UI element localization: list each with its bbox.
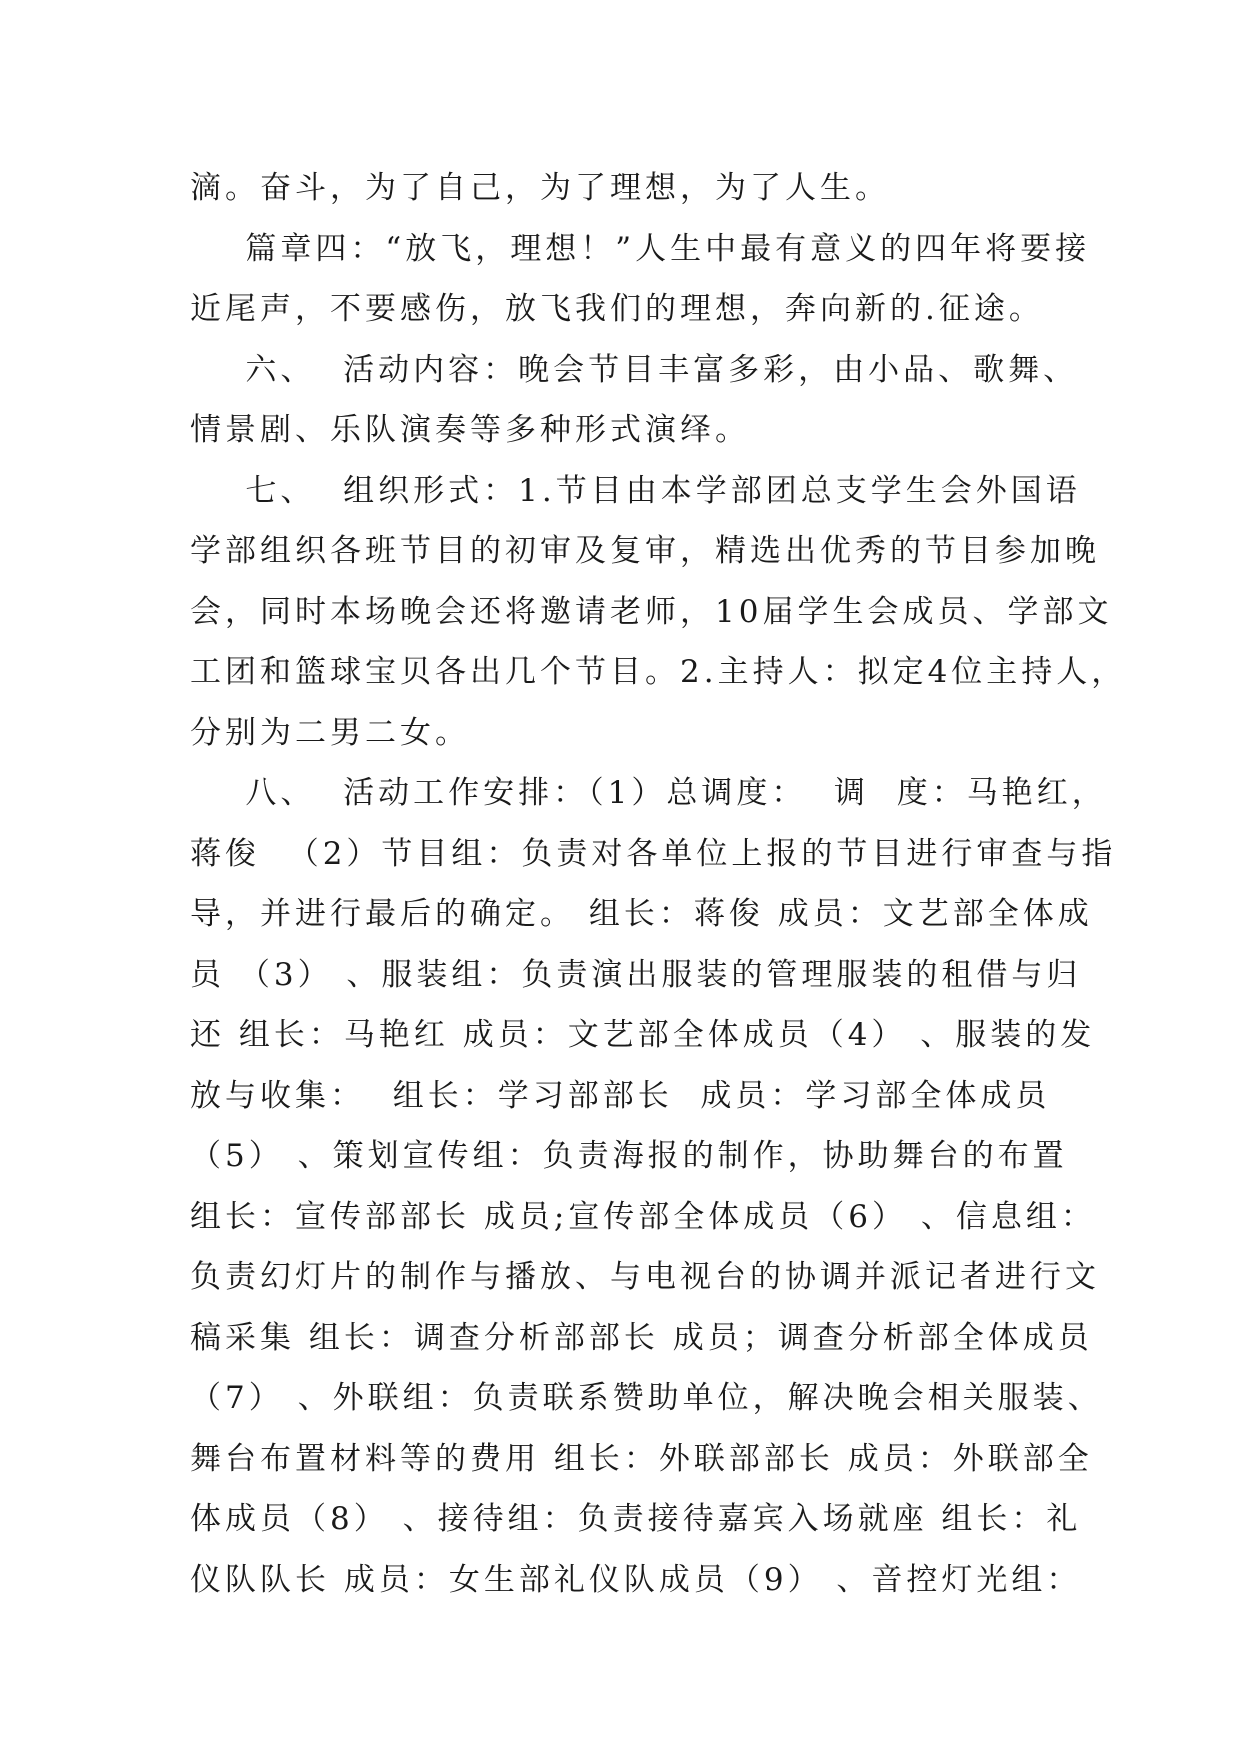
text-line: 分别为二男二女。 <box>190 714 470 751</box>
text-line: 学部组织各班节目的初审及复审，精选出优秀的节目参加晚 <box>190 533 1100 569</box>
text-line: 组长：宣传部部长 成员;宣传部全体成员（6） 、信息组： <box>190 1198 1096 1235</box>
text-line: 导，并进行最后的确定。 组长：蒋俊 成员：文艺部全体成 <box>190 896 1093 932</box>
text-line: 放与收集： 组长：学习部部长 成员：学习部全体成员 <box>190 1077 1051 1114</box>
text-line: 工团和篮球宝贝各出几个节目。2.主持人：拟定4位主持人， <box>190 654 1127 690</box>
text-line: 篇章四：“放飞，理想！”人生中最有意义的四年将要接 <box>190 230 1091 267</box>
text-line: 七、 组织形式：1.节目由本学部团总支学生会外国语 <box>190 472 1081 509</box>
text-line: （7） 、外联组：负责联系赞助单位，解决晚会相关服装、 <box>190 1380 1103 1416</box>
text-line: 负责幻灯片的制作与播放、与电视台的协调并派记者进行文 <box>190 1259 1100 1295</box>
text-line: 蒋俊 （2）节目组：负责对各单位上报的节目进行审查与指 <box>190 835 1117 872</box>
document-body <box>190 158 1127 1610</box>
text-line: 六、 活动内容：晚会节目丰富多彩，由小品、歌舞、 <box>190 351 1079 388</box>
text-line: 滴。奋斗，为了自己，为了理想，为了人生。 <box>190 170 890 206</box>
text-line: 还 组长：马艳红 成员：文艺部全体成员（4） 、服装的发 <box>190 1017 1096 1053</box>
text-line: 八、 活动工作安排：（1）总调度： 调 度：马艳红， <box>190 775 1107 811</box>
text-line: 稿采集 组长：调查分析部部长 成员；调查分析部全体成员 <box>190 1319 1093 1356</box>
text-line: 员 （3） 、服装组：负责演出服装的管理服装的租借与归 <box>190 956 1082 993</box>
text-line: 情景剧、乐队演奏等多种形式演绎。 <box>190 412 750 448</box>
text-line: 体成员（8） 、接待组：负责接待嘉宾入场就座 组长：礼 <box>190 1501 1082 1537</box>
text-line: 舞台布置材料等的费用 组长：外联部部长 成员：外联部全 <box>190 1440 1093 1477</box>
text-line: 会，同时本场晚会还将邀请老师，10届学生会成员、学部文 <box>190 593 1113 630</box>
text-line: 仪队队长 成员：女生部礼仪队成员（9） 、音控灯光组： <box>190 1561 1082 1598</box>
text-line: 近尾声，不要感伤，放飞我们的理想，奔向新的.征途。 <box>190 291 1044 327</box>
text-line: （5） 、策划宣传组：负责海报的制作，协助舞台的布置 <box>190 1138 1068 1174</box>
